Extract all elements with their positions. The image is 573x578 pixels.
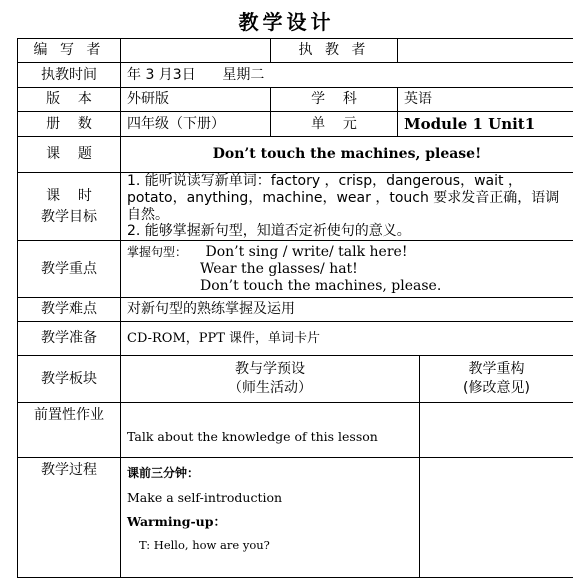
- key-line-1: [127, 244, 567, 261]
- block-column-1-title: 教与学预设: [127, 360, 413, 379]
- block-column-1: [121, 356, 420, 403]
- block-header-row: [18, 356, 573, 403]
- block-column-1-subtitle: （师生活动）: [127, 379, 413, 398]
- time-label: 执教时间: [18, 63, 121, 88]
- edition-label: 版 本: [18, 88, 121, 112]
- process-value[interactable]: [121, 458, 420, 578]
- pre-homework-notes[interactable]: [420, 403, 573, 458]
- difficulty-value[interactable]: 对新句型的熟练掌握及运用: [121, 298, 573, 322]
- goal-row: [18, 173, 573, 241]
- pre-homework-row: [18, 403, 573, 458]
- key-row: [18, 241, 573, 298]
- goal-label-line-1: 课 时: [24, 186, 114, 206]
- block-column-2-title: 教学重构: [426, 360, 567, 379]
- goal-label-line-2: 教学目标: [24, 207, 114, 227]
- process-heading-1: 课前三分钟：: [127, 462, 413, 485]
- process-row: [18, 458, 573, 578]
- time-row: [18, 63, 573, 88]
- block-column-2: [420, 356, 573, 403]
- unit-value[interactable]: Module 1 Unit1: [398, 112, 573, 137]
- key-intro: 掌握句型：: [127, 245, 187, 259]
- block-label: 教学板块: [18, 356, 121, 403]
- teacher-value[interactable]: [398, 39, 573, 63]
- teacher-label: 执 教 者: [271, 39, 398, 63]
- document-title: 教学设计: [0, 6, 573, 35]
- goal-value[interactable]: [121, 173, 573, 241]
- key-sentence-1: Don’t sing / write/ talk here!: [191, 244, 407, 260]
- topic-value[interactable]: Don’t touch the machines, please!: [121, 137, 573, 173]
- topic-row: [18, 137, 573, 173]
- unit-label: 单 元: [271, 112, 398, 137]
- block-column-2-subtitle: (修改意见): [426, 379, 567, 398]
- topic-label: 课 题: [18, 137, 121, 173]
- process-text-1: Make a self-introduction: [127, 486, 413, 510]
- process-heading-2: Warming-up：: [127, 510, 413, 534]
- pre-homework-label: 前置性作业: [18, 403, 121, 458]
- goal-line-2: 2. 能够掌握新句型，知道否定祈使句的意义。: [127, 223, 567, 240]
- prep-value[interactable]: CD-ROM，PPT 课件，单词卡片: [121, 322, 573, 356]
- book-value[interactable]: 四年级（下册）: [121, 112, 271, 137]
- difficulty-label: 教学难点: [18, 298, 121, 322]
- key-label: 教学重点: [18, 241, 121, 298]
- author-value[interactable]: [121, 39, 271, 63]
- edition-row: [18, 88, 573, 112]
- goal-line-1: 1. 能听说读写新单词：factory ，crisp，dangerous，wait ，potato，anything，machine，wear ，touch 要求发音正确，语调自然。: [127, 173, 567, 223]
- time-value[interactable]: 年 3 月3日 星期二: [121, 63, 573, 88]
- key-sentence-3: Don’t touch the machines, please.: [127, 278, 567, 295]
- subject-label: 学 科: [271, 88, 398, 112]
- difficulty-row: [18, 298, 573, 322]
- prep-row: [18, 322, 573, 356]
- prep-label: 教学准备: [18, 322, 121, 356]
- process-notes[interactable]: [420, 458, 573, 578]
- lesson-plan-table: [17, 38, 573, 578]
- key-value[interactable]: [121, 241, 573, 298]
- pre-homework-value[interactable]: Talk about the knowledge of this lesson: [121, 403, 420, 458]
- goal-label: [18, 173, 121, 241]
- subject-value[interactable]: 英语: [398, 88, 573, 112]
- book-row: [18, 112, 573, 137]
- author-label: 编 写 者: [18, 39, 121, 63]
- book-label: 册 数: [18, 112, 121, 137]
- process-text-2: T: Hello, how are you?: [127, 534, 413, 556]
- edition-value[interactable]: 外研版: [121, 88, 271, 112]
- process-label: 教学过程: [18, 458, 121, 578]
- author-row: [18, 39, 573, 63]
- key-sentence-2: Wear the glasses/ hat!: [127, 261, 567, 278]
